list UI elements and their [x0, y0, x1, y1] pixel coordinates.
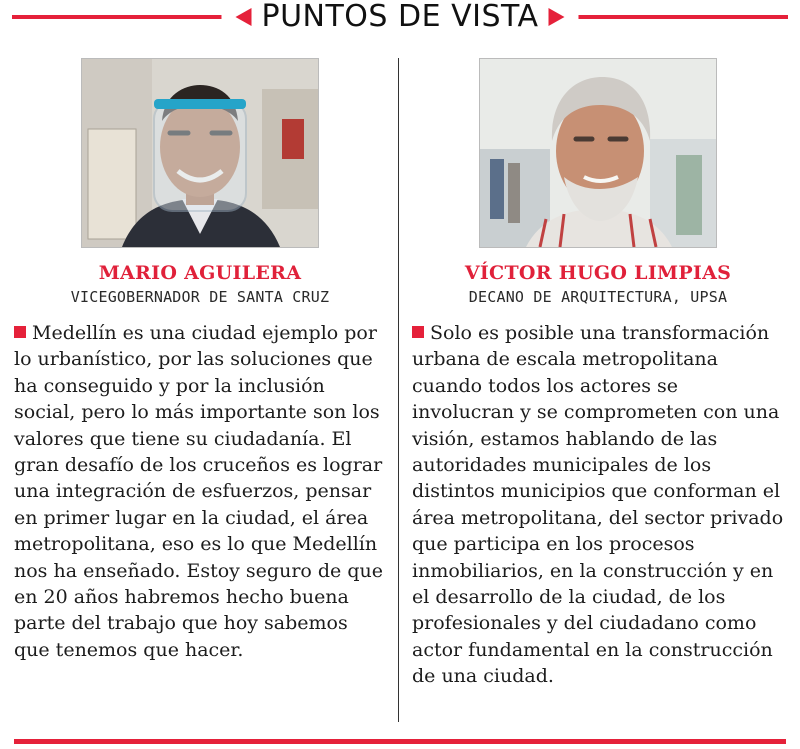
quote-right	[412, 320, 784, 690]
header-title-wrap	[221, 0, 578, 34]
opinion-column-left	[14, 58, 386, 663]
column-divider	[398, 58, 399, 722]
quote-text-left: Medellín es una ciudad ejemplo por lo urbanístico, por las soluciones que ha conseguido y por la inclusión social, pero lo más importante son los valores que tiene su ciudadanía. El gran desafío de los cruceños es lograr una integración de esfuerzos, pensar en primer lugar en la ciudad, el área metropolitana, eso es lo que Medellín nos ha enseñado. Estoy seguro de que en 20 años habremos hecho buena parte del trabajo que hoy sabemos que tenemos que hacer.	[14, 322, 383, 661]
chevron-right-icon	[549, 8, 565, 26]
section-header	[12, 0, 788, 34]
opinion-column-right	[412, 58, 784, 690]
bottom-rule	[14, 739, 786, 744]
square-bullet-icon	[14, 326, 26, 338]
portrait-man-face-shield-icon	[82, 59, 318, 247]
quote-left	[14, 320, 386, 663]
person-role-left: VICEGOBERNADOR DE SANTA CRUZ	[70, 288, 330, 306]
portrait-photo-left	[81, 58, 319, 248]
quote-text-right: Solo es posible una transformación urbana de escala metropolitana cuando todos los actores se involucran y se comprometen con una visión, estamos hablando de las autoridades municipales de los distintos municipios que conforman el área metropolitana, del sector privado que participa en los procesos inmobiliarios, en la construcción y en el desarrollo de la ciudad, de los profesionales y del ciudadano como actor fundamental en la construcción de una ciudad.	[412, 322, 784, 688]
portrait-photo-right	[479, 58, 717, 248]
person-role-right: DECANO DE ARQUITECTURA, UPSA	[468, 288, 728, 306]
person-name-left: MARIO AGUILERA	[98, 262, 302, 284]
square-bullet-icon	[412, 326, 424, 338]
person-name-right: VÍCTOR HUGO LIMPIAS	[464, 262, 732, 284]
section-title: PUNTOS DE VISTA	[261, 0, 539, 34]
portrait-man-gray-beard-icon	[480, 59, 716, 247]
chevron-left-icon	[235, 8, 251, 26]
